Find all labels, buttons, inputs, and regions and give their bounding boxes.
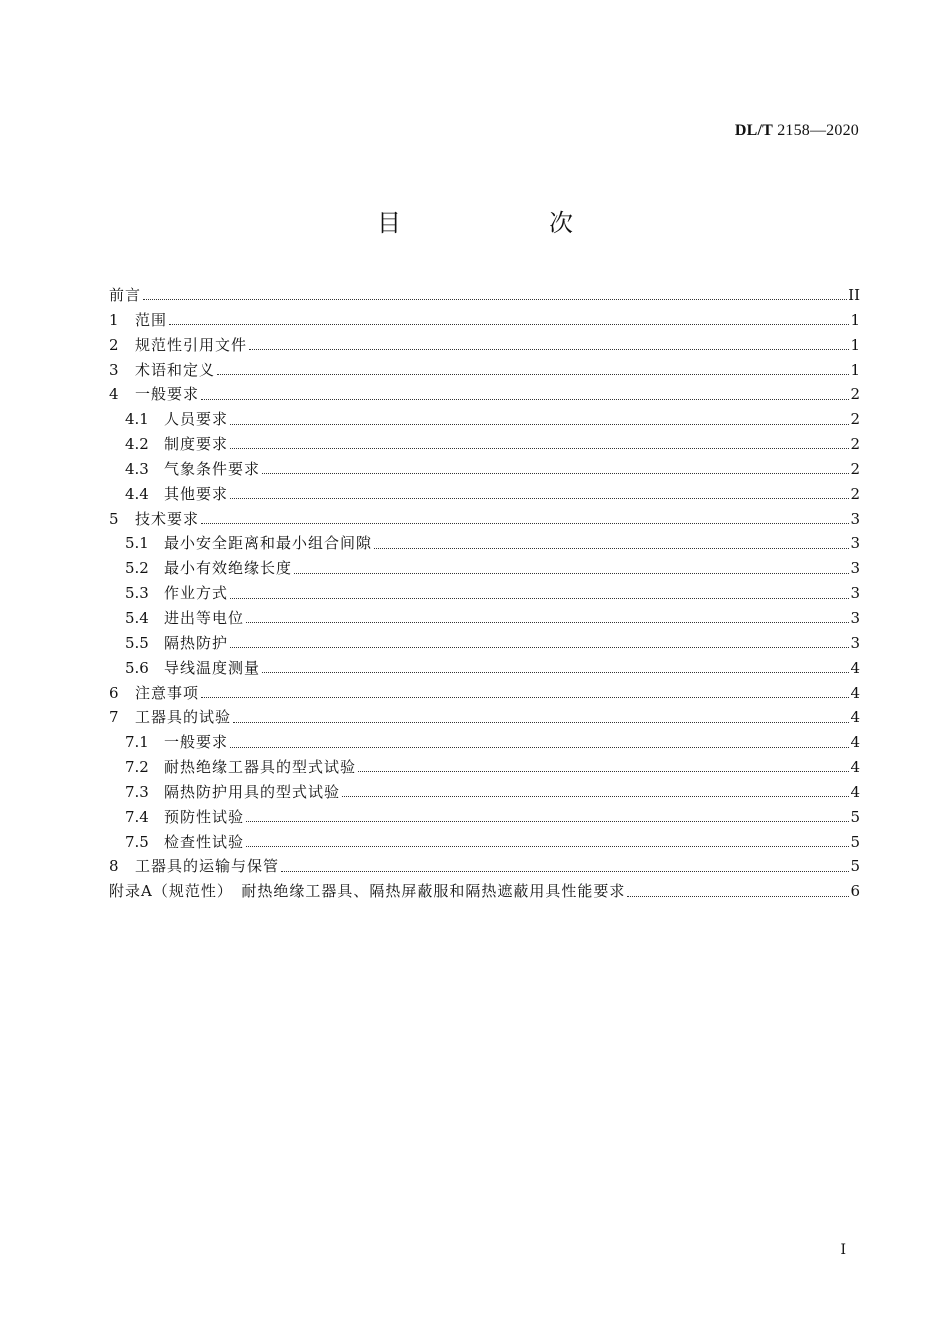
- toc-entry-label: 一般要求: [135, 385, 200, 404]
- dot-leader: [246, 845, 849, 847]
- dot-leader: [262, 472, 849, 474]
- toc-entry[interactable]: [109, 358, 860, 383]
- toc-entry-number: 8: [109, 857, 119, 876]
- toc-entry-label: 隔热防护: [164, 633, 229, 652]
- toc-entry-page: 3: [850, 509, 860, 528]
- toc-entry-page: 4: [850, 758, 860, 777]
- toc-entry-number: 7.5: [125, 832, 149, 851]
- toc-entry-page: 3: [850, 633, 860, 652]
- toc-entry-page: 4: [850, 733, 860, 752]
- dot-leader: [217, 373, 849, 375]
- toc-entry[interactable]: [109, 879, 860, 904]
- toc-entry-label: 规范性引用文件: [135, 335, 248, 354]
- toc-entry-page: 3: [850, 534, 860, 553]
- toc-entry-label: 作业方式: [164, 584, 229, 603]
- toc-entry-number: 4.3: [125, 459, 149, 478]
- toc-entry-number: 5.5: [125, 633, 149, 652]
- toc-entry-label: 技术要求: [135, 509, 200, 528]
- toc-entry[interactable]: [109, 308, 860, 333]
- dot-leader: [294, 572, 849, 574]
- dot-leader: [201, 696, 849, 698]
- toc-entry-number: 4.4: [125, 484, 149, 503]
- dot-leader: [201, 398, 849, 400]
- toc-entry[interactable]: [109, 681, 860, 706]
- toc-entry-number: 1: [109, 310, 119, 329]
- toc-entry-page: 1: [850, 335, 860, 354]
- toc-entry-page: 1: [850, 360, 860, 379]
- toc-entry-number: 2: [109, 335, 119, 354]
- toc-entry-page: 2: [850, 459, 860, 478]
- toc-entry[interactable]: [109, 333, 860, 358]
- toc-entry[interactable]: [109, 606, 860, 631]
- toc-entry[interactable]: [109, 432, 860, 457]
- dot-leader: [230, 447, 849, 449]
- toc-entry-label: 最小安全距离和最小组合间隙: [164, 534, 373, 553]
- toc-entry-number: 7.2: [125, 758, 149, 777]
- dot-leader: [169, 323, 849, 325]
- table-of-contents: [109, 283, 860, 904]
- toc-entry-number: 6: [109, 683, 119, 702]
- dot-leader: [342, 795, 849, 797]
- dot-leader: [358, 770, 849, 772]
- toc-entry[interactable]: [109, 556, 860, 581]
- toc-entry-label: 制度要求: [164, 435, 229, 454]
- standard-code: [735, 122, 859, 140]
- toc-entry-label: 进出等电位: [164, 608, 245, 627]
- toc-entry[interactable]: [109, 730, 860, 755]
- toc-entry-number: 5.2: [125, 559, 149, 578]
- toc-entry-page: 4: [850, 708, 860, 727]
- toc-entry-label: 注意事项: [135, 683, 200, 702]
- dot-leader: [201, 522, 849, 524]
- dot-leader: [374, 547, 849, 549]
- toc-entry-number: 5: [109, 509, 119, 528]
- toc-entry-number: 4: [109, 385, 119, 404]
- toc-entry-label: 工器具的运输与保管: [135, 857, 280, 876]
- toc-entry-number: 4.2: [125, 435, 149, 454]
- toc-entry-page: 4: [850, 683, 860, 702]
- toc-entry[interactable]: [109, 705, 860, 730]
- toc-entry-number: 7: [109, 708, 119, 727]
- dot-leader: [246, 621, 849, 623]
- dot-leader: [230, 497, 849, 499]
- toc-entry-page: 5: [850, 832, 860, 851]
- toc-entry-number: 5.6: [125, 658, 149, 677]
- toc-entry-page: 2: [850, 410, 860, 429]
- toc-entry-label: 人员要求: [164, 410, 229, 429]
- dot-leader: [230, 746, 849, 748]
- toc-entry-page: 3: [850, 608, 860, 627]
- toc-entry-page: 4: [850, 658, 860, 677]
- toc-entry[interactable]: [109, 780, 860, 805]
- toc-entry[interactable]: [109, 482, 860, 507]
- toc-entry-label: 最小有效绝缘长度: [164, 559, 293, 578]
- toc-entry[interactable]: [109, 531, 860, 556]
- toc-entry-number: 4.1: [125, 410, 149, 429]
- page-number: I: [840, 1242, 846, 1258]
- toc-entry[interactable]: [109, 407, 860, 432]
- dot-leader: [233, 721, 849, 723]
- toc-entry-page: 2: [850, 435, 860, 454]
- dot-leader: [249, 348, 849, 350]
- toc-entry[interactable]: [109, 382, 860, 407]
- dot-leader: [262, 671, 849, 673]
- toc-entry-page: 1: [850, 310, 860, 329]
- toc-entry-label: 其他要求: [164, 484, 229, 503]
- dot-leader: [230, 423, 849, 425]
- toc-entry[interactable]: [109, 507, 860, 532]
- toc-entry-number: 7.4: [125, 807, 149, 826]
- dot-leader: [627, 895, 849, 897]
- toc-entry-label: 范围: [135, 310, 168, 329]
- dot-leader: [230, 597, 849, 599]
- toc-entry-label: 一般要求: [164, 733, 229, 752]
- toc-entry-page: 4: [850, 782, 860, 801]
- dot-leader: [246, 820, 849, 822]
- toc-entry-page: II: [848, 286, 860, 304]
- toc-entry-page: 6: [850, 882, 860, 901]
- standard-code-prefix: DL/T: [734, 122, 773, 139]
- toc-entry[interactable]: [109, 755, 860, 780]
- toc-entry-label: 工器具的试验: [135, 708, 232, 727]
- toc-entry-number: 3: [109, 360, 119, 379]
- toc-entry-label: 附录A（规范性） 耐热绝缘工器具、隔热屏蔽服和隔热遮蔽用具性能要求: [109, 882, 626, 901]
- toc-entry-label: 术语和定义: [135, 360, 216, 379]
- toc-entry[interactable]: [109, 805, 860, 830]
- toc-entry-label: 隔热防护用具的型式试验: [164, 782, 341, 801]
- toc-entry-page: 5: [850, 857, 860, 876]
- toc-entry[interactable]: [109, 283, 860, 308]
- standard-code-number: 2158—2020: [777, 122, 859, 139]
- toc-entry[interactable]: [109, 581, 860, 606]
- toc-entry-label: 检查性试验: [164, 832, 245, 851]
- toc-entry[interactable]: [109, 854, 860, 879]
- toc-entry-page: 2: [850, 385, 860, 404]
- toc-entry-number: 5.3: [125, 584, 149, 603]
- dot-leader: [143, 298, 847, 300]
- toc-entry[interactable]: [109, 830, 860, 855]
- toc-entry-page: 5: [850, 807, 860, 826]
- toc-entry-number: 5.4: [125, 608, 149, 627]
- toc-entry-number: 5.1: [125, 534, 149, 553]
- toc-entry-number: 7.3: [125, 782, 149, 801]
- page-title: 目 次: [377, 209, 635, 237]
- toc-entry-label: 前言: [109, 286, 142, 304]
- toc-entry-label: 耐热绝缘工器具的型式试验: [164, 758, 357, 777]
- dot-leader: [230, 646, 849, 648]
- toc-entry-page: 3: [850, 584, 860, 603]
- toc-entry-label: 气象条件要求: [164, 459, 261, 478]
- toc-entry[interactable]: [109, 631, 860, 656]
- toc-entry-number: 7.1: [125, 733, 149, 752]
- toc-entry-page: 2: [850, 484, 860, 503]
- toc-entry-label: 导线温度测量: [164, 658, 261, 677]
- toc-entry[interactable]: [109, 457, 860, 482]
- toc-entry-label: 预防性试验: [164, 807, 245, 826]
- toc-entry[interactable]: [109, 656, 860, 681]
- dot-leader: [281, 870, 849, 872]
- toc-entry-page: 3: [850, 559, 860, 578]
